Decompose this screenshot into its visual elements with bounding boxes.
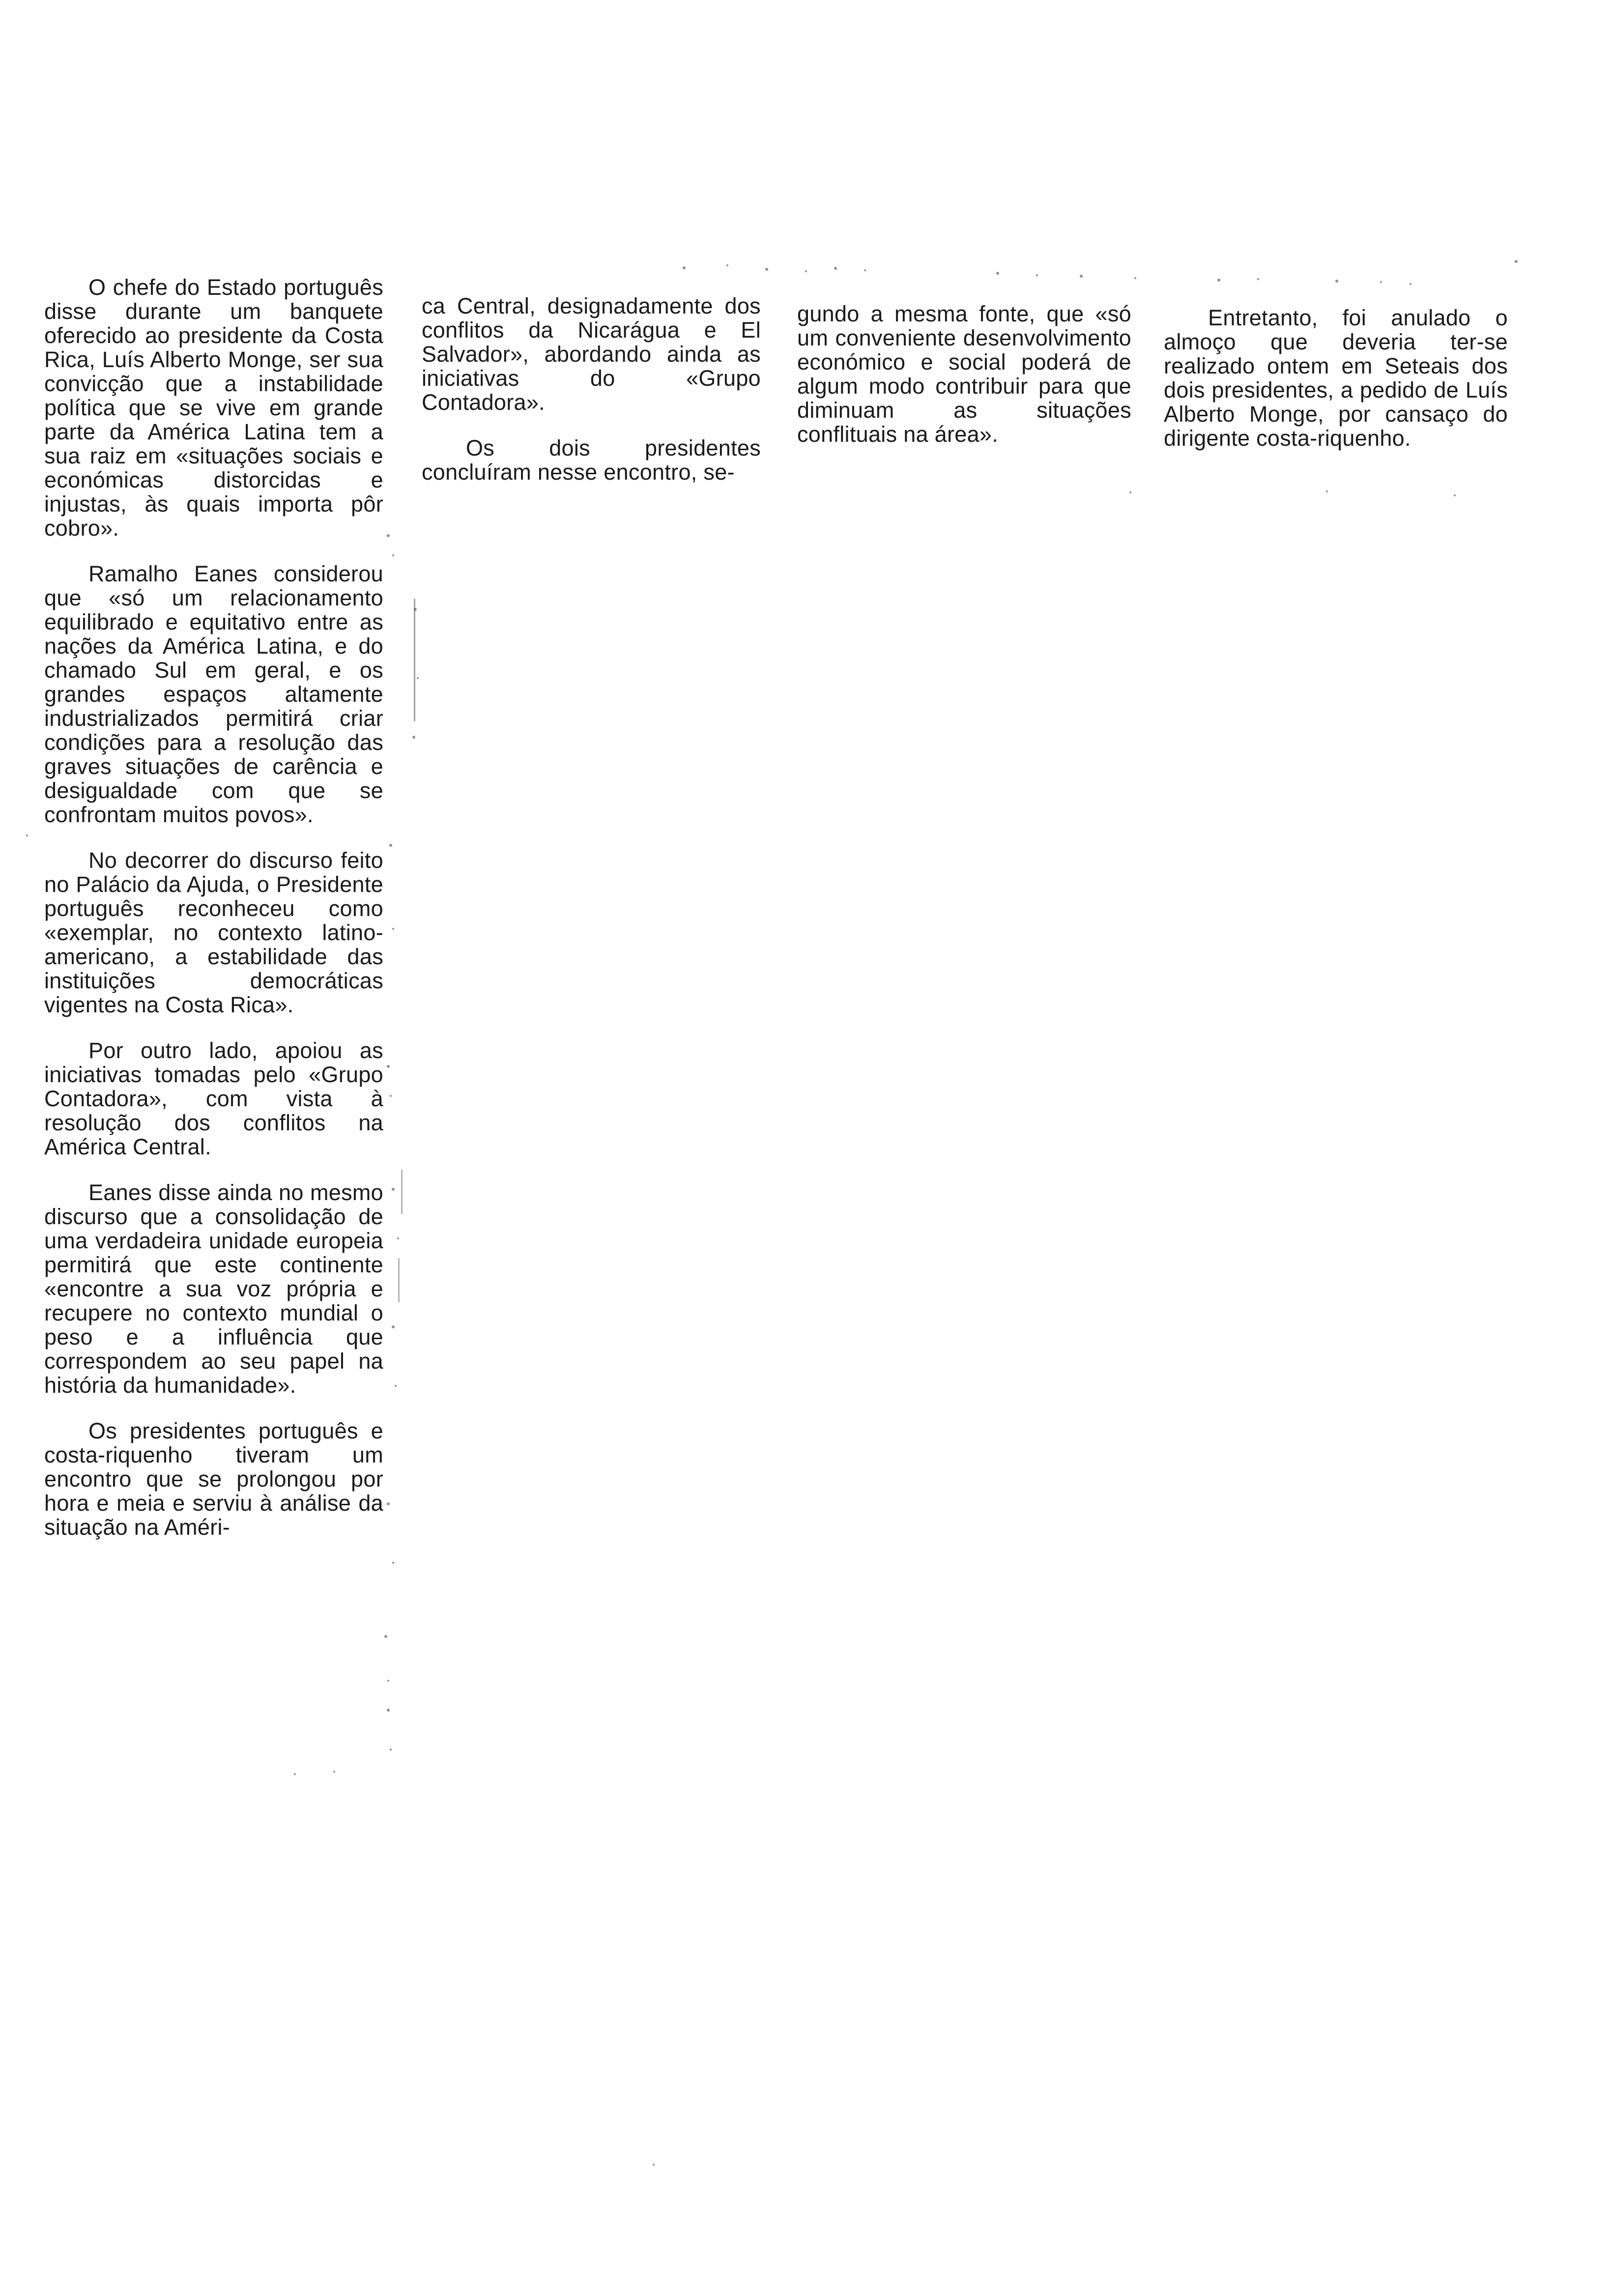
paragraph: O chefe do Estado português disse durante um banquete oferecido ao presidente da Costa Rica, Luís Alberto Monge, ser sua convicção que a instabilidade política que se vive em grande parte da América Latina tem a sua raiz em «situações sociais e económicas distorcidas e injustas, às quais importa pôr cobro».: [44, 275, 383, 541]
paragraph: Os presidentes português e costa-riquenho tiveram um encontro que se prolongou por hora e meia e serviu à análise da situação na Améri-: [44, 1418, 383, 1540]
paragraph: Ramalho Eanes considerou que «só um relacionamento equilibrado e equitativo entre as nações da América Latina, e do chamado Sul em geral, e os grandes espaços altamente industrializados permitirá criar condições para a resolução das graves situações de carência e desigualdade com que se confrontam muitos povos».: [44, 561, 383, 827]
paragraph: Eanes disse ainda no mesmo discurso que a consolidação de uma verdadeira unidade europeia permitirá que este continente «encontre a sua voz própria e recupere no contexto mundial o peso e a influência que correspondem ao seu papel na história da humanidade».: [44, 1180, 383, 1398]
paragraph: Os dois presidentes concluíram nesse encontro, se-: [422, 435, 761, 485]
paragraph: Por outro lado, apoiou as iniciativas tomadas pelo «Grupo Contadora», com vista à resolução dos conflitos na América Central.: [44, 1038, 383, 1159]
article-column-3: [797, 302, 1131, 468]
article-column-2: [422, 294, 761, 506]
article-column-1: [44, 275, 383, 1561]
paragraph: gundo a mesma fonte, que «só um conveniente desenvolvimento económico e social poderá de algum modo contribuir para que diminuam as situações conflituais na área».: [797, 301, 1131, 447]
paragraph: Entretanto, foi anulado o almoço que deveria ter-se realizado ontem em Seteais dos dois presidentes, a pedido de Luís Alberto Monge, por cansaço do dirigente costa-riquenho.: [1164, 305, 1508, 451]
article-column-4: [1164, 306, 1508, 472]
paragraph: No decorrer do discurso feito no Palácio da Ajuda, o Presidente português reconheceu como «exemplar, no contexto latino-americano, a estabilidade das instituições democráticas vigentes na Costa Rica».: [44, 848, 383, 1017]
paragraph: ca Central, designadamente dos conflitos da Nicarágua e El Salvador», abordando ainda as iniciativas do «Grupo Contadora».: [422, 293, 761, 415]
